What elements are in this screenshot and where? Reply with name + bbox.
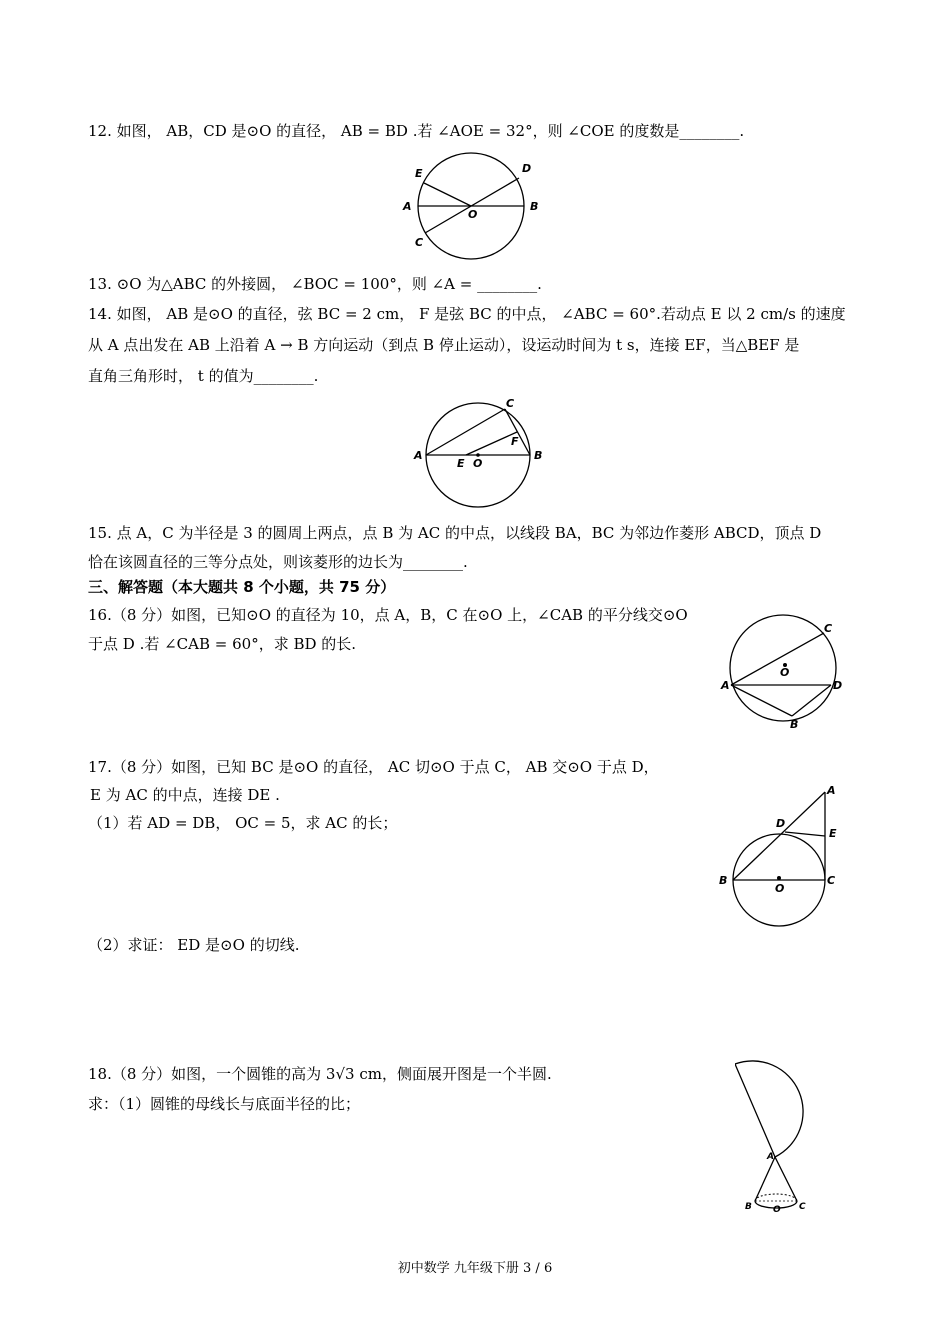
fig14-label-o: O (473, 457, 483, 470)
fig16-label-b: B (790, 718, 799, 731)
figure-q16 (718, 608, 858, 733)
figure-q18 (735, 1055, 825, 1220)
q17-line1: 17.（8 分）如图，已知 BC 是⊙O 的直径， AC 切⊙O 于点 C， AB 交⊙O 于点 D， (88, 758, 659, 776)
fig17-label-o: O (775, 882, 785, 895)
fig16-label-c: C (824, 622, 833, 635)
fig16-label-d: D (833, 679, 843, 692)
q15-line1: 15. 点 A，C 为半径是 3 的圆周上两点，点 B 为 AC 的中点，以线段 BA，BC 为邻边作菱形 ABCD，顶点 D (88, 524, 822, 542)
fig12-label-d: D (522, 162, 532, 175)
q16-line2: 于点 D .若 ∠CAB = 60°，求 BD 的长. (88, 635, 357, 653)
q14-line1: 14. 如图， AB 是⊙O 的直径，弦 BC = 2 cm， F 是弦 BC 的中点， ∠ABC = 60°.若动点 E 以 2 cm/s 的速度 (88, 305, 846, 323)
fig12-label-o: O (468, 208, 478, 221)
q16-line1: 16.（8 分）如图，已知⊙O 的直径为 10，点 A，B，C 在⊙O 上，∠CAB 的平分线交⊙O (88, 606, 688, 624)
fig16-label-o: O (780, 666, 790, 679)
fig14-label-b: B (534, 449, 543, 462)
q12-text: 12. 如图， AB，CD 是⊙O 的直径， AB = BD .若 ∠AOE = 32°，则 ∠COE 的度数是________. (88, 122, 745, 140)
fig18-label-a: A (767, 1152, 774, 1162)
fig17-label-b: B (719, 874, 728, 887)
fig17-label-c: C (827, 874, 836, 887)
section-heading: 三、解答题（本大题共 8 个小题，共 75 分） (88, 578, 396, 596)
fig14-label-c: C (506, 397, 515, 410)
fig18-label-c: C (799, 1202, 806, 1212)
fig14-label-e: E (457, 457, 465, 470)
q17-part1: （1）若 AD = DB， OC = 5，求 AC 的长； (88, 814, 398, 832)
fig14-label-f: F (511, 435, 519, 448)
q17-part2: （2）求证： ED 是⊙O 的切线. (88, 936, 300, 954)
fig17-label-a: A (827, 784, 836, 797)
fig12-label-a: A (403, 200, 412, 213)
q14-line3: 直角三角形时， t 的值为________. (88, 367, 319, 385)
fig17-label-e: E (829, 827, 837, 840)
q14-line2: 从 A 点出发在 AB 上沿着 A → B 方向运动（到点 B 停止运动），设运动时间为 t s，连接 EF，当△BEF 是 (88, 336, 800, 354)
q18-part1: 求：（1）圆锥的母线长与底面半径的比； (88, 1095, 361, 1113)
q18-line1: 18.（8 分）如图，一个圆锥的高为 3√3 cm，侧面展开图是一个半圆. (88, 1065, 552, 1083)
page-footer: 初中数学 九年级下册 3 / 6 (397, 1261, 553, 1276)
q17-line2: E 为 AC 的中点，连接 DE . (90, 786, 280, 804)
fig12-label-e: E (415, 167, 423, 180)
figure-q14 (410, 395, 550, 510)
fig14-label-a: A (414, 449, 423, 462)
fig18-label-b: B (745, 1202, 752, 1212)
fig17-label-d: D (776, 817, 786, 830)
fig12-label-c: C (415, 236, 424, 249)
figure-q12 (395, 150, 545, 260)
figure-q17 (715, 780, 850, 930)
q13-text: 13. ⊙O 为△ABC 的外接圆， ∠BOC = 100°，则 ∠A = ________. (88, 275, 542, 293)
fig18-label-o: O (773, 1205, 781, 1215)
fig12-label-b: B (530, 200, 539, 213)
q15-line2: 恰在该圆直径的三等分点处，则该菱形的边长为________. (88, 553, 468, 571)
fig16-label-a: A (721, 679, 730, 692)
